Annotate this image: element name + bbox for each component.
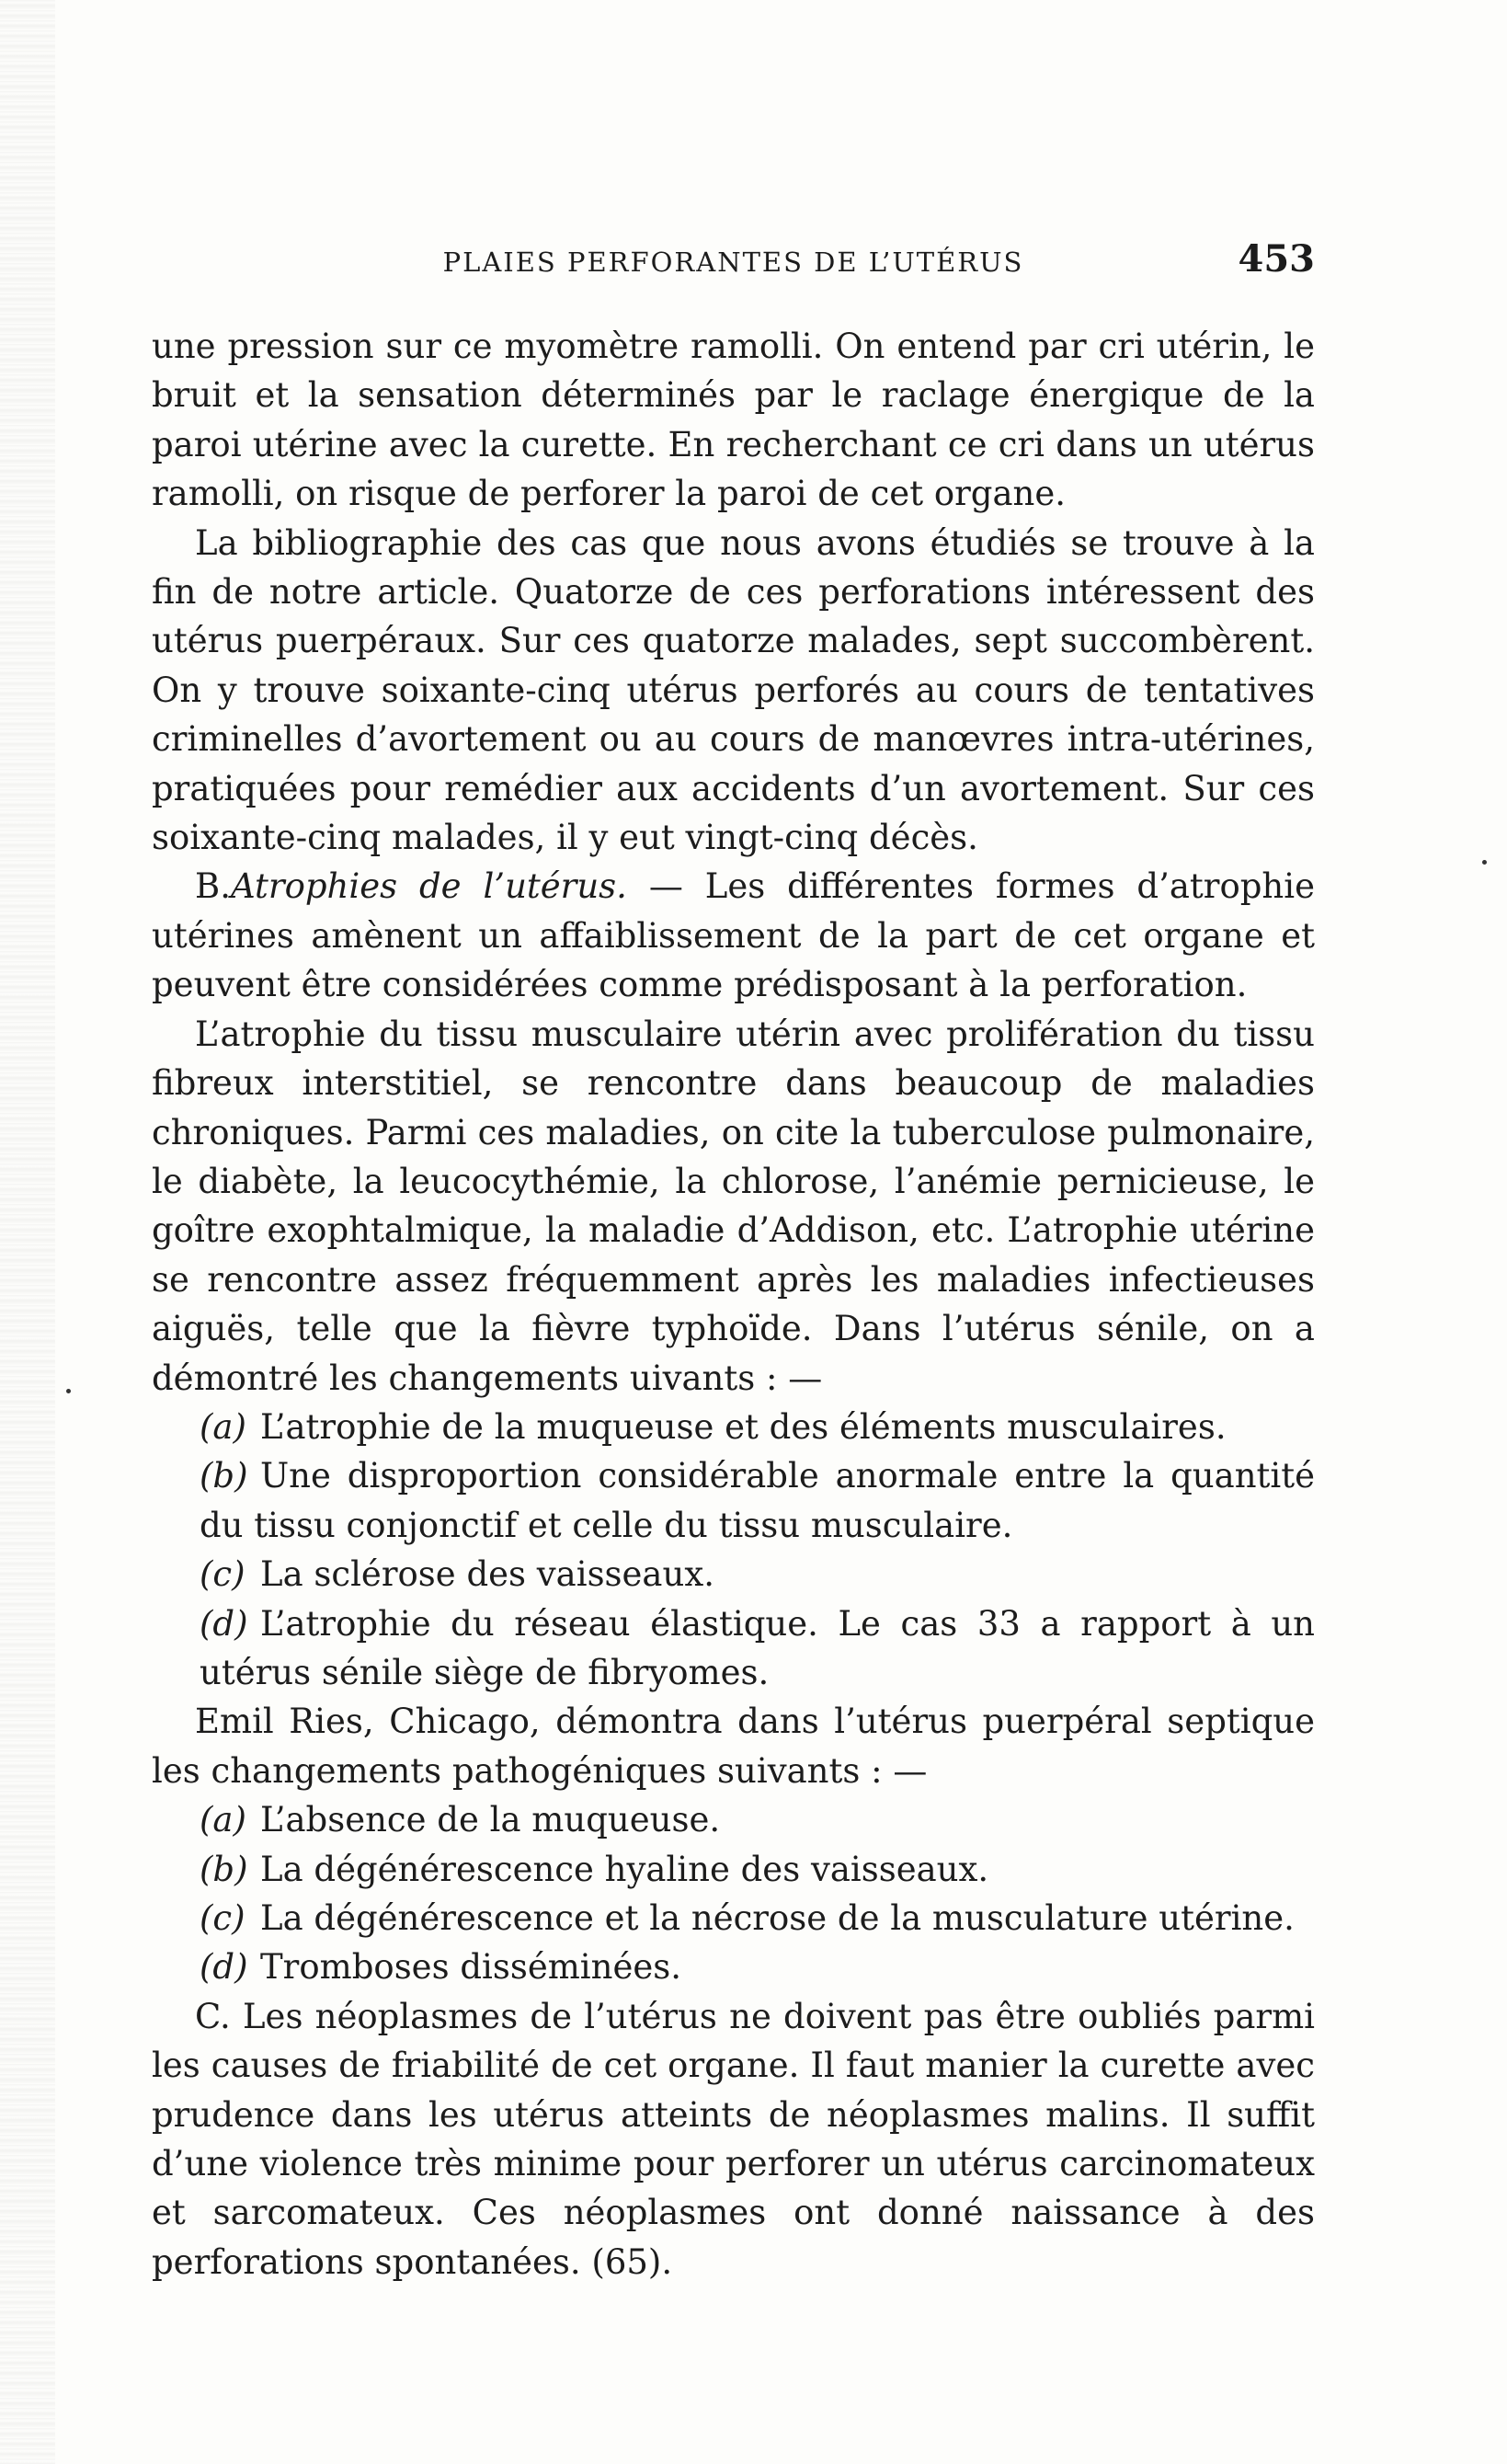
paragraph: Emil Ries, Chicago, démontra dans l’utérus puerpéral septique les changements pathogéniques suivants : — — [152, 1702, 1315, 1791]
list-marker: (c) — [200, 1554, 245, 1595]
list-item-text: La dégénérescence hyaline des vaisseaux. — [260, 1849, 989, 1889]
paragraph: une pression sur ce myomètre ramolli. On entend par cri utérin, le bruit et la sensation déterminés par le raclage énergique de la paroi utérine avec la curette. En recherchant ce cri dans un utérus ramolli, on risque de perforer la paroi de cet organe. — [152, 327, 1315, 514]
list-marker: (b) — [200, 1849, 248, 1889]
list-item — [152, 1403, 1315, 1451]
paragraph: L’atrophie du tissu musculaire utérin avec prolifération du tissu fibreux interstitiel, se rencontre dans beaucoup de maladies chroniques. Parmi ces maladies, on cite la tuberculose pulmonaire, le diabète, la leucocythémie, la chlorose, l’anémie pernicieuse, le goître exophtalmique, la maladie d’Addison, etc. L’atrophie utérine se rencontre assez fréquemment après les maladies infectieuses aiguës, telle que la fièvre typhoïde. Dans l’utérus sénile, on a démontré les changements uivants : — — [152, 1014, 1315, 1398]
section-heading: Atrophies de l’utérus. — [230, 866, 627, 907]
list-item-text: L’atrophie de la muqueuse et des éléments musculaires. — [260, 1406, 1227, 1447]
list-item — [152, 1451, 1315, 1550]
list-marker: (b) — [200, 1456, 248, 1496]
list-item — [152, 1894, 1315, 1943]
list-item-text: Tromboses disséminées. — [260, 1947, 682, 1988]
list-item — [152, 1599, 1315, 1698]
paragraph-atrophies — [152, 862, 1315, 1009]
list-item-text: La sclérose des vaisseaux. — [260, 1554, 714, 1595]
list-item — [152, 1845, 1315, 1894]
page-number: 453 — [1238, 237, 1315, 281]
scan-speck — [1482, 860, 1487, 865]
scan-edge-noise — [0, 0, 55, 2464]
list-marker: (c) — [200, 1898, 245, 1938]
list-item-text: Une disproportion considérable anormale entre la quantité du tissu conjonctif et celle du tissu musculaire. — [200, 1456, 1315, 1545]
running-title: PLAIES PERFORANTES DE L’UTÉRUS — [442, 246, 1024, 278]
list-item-text: L’absence de la muqueuse. — [260, 1800, 721, 1840]
list-item — [152, 1550, 1315, 1599]
list-item — [152, 1795, 1315, 1844]
list-item-text: L’atrophie du réseau élastique. Le cas 33 a rapport à un utérus sénile siège de fibryomes. — [200, 1603, 1315, 1692]
section-letter: B. — [195, 866, 231, 907]
list-item-text: La dégénérescence et la nécrose de la musculature utérine. — [260, 1898, 1295, 1938]
list-item — [152, 1943, 1315, 1991]
list-marker: (a) — [200, 1800, 246, 1840]
paragraph: C. Les néoplasmes de l’utérus ne doivent pas être oubliés parmi les causes de friabilité de cet organe. Il faut manier la curette avec prudence dans les utérus atteints de néoplasmes malins. Il suffit d’une violence très minime pour perforer un utérus carcinomateux et sarcomateux. Ces néoplasmes ont donné naissance à des perforations spontanées. (65). — [152, 1996, 1315, 2282]
list-marker: (d) — [200, 1603, 248, 1644]
scan-speck — [66, 1389, 71, 1393]
page-header — [152, 237, 1315, 283]
list-marker: (d) — [200, 1947, 248, 1988]
page-body — [152, 322, 1315, 2286]
paragraph: La bibliographie des cas que nous avons étudiés se trouve à la fin de notre article. Quatorze de ces perforations intéressent des utérus puerpéraux. Sur ces quatorze malades, sept succombèrent. On y trouve soixante-cinq utérus perforés au cours de tentatives criminelles d’avortement ou au cours de manœvres intra-utérines, pratiquées pour remédier aux accidents d’un avortement. Sur ces soixante-cinq malades, il y eut vingt-cinq décès. — [152, 522, 1315, 858]
list-marker: (a) — [200, 1406, 246, 1447]
paragraph-text: — Les différentes formes d’atrophie utérines amènent un affaiblissement de la part de cet organe et peuvent être considérées comme prédisposant à la perforation. — [152, 866, 1315, 1005]
